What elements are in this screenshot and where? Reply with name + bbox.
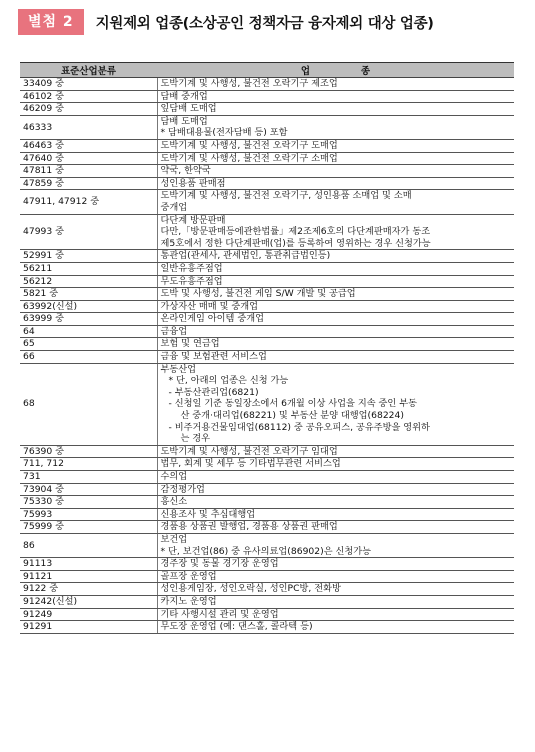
industry-description-line: 경품용 상품권 발행업, 경품용 상품권 판매업 [160, 521, 338, 533]
table-row [20, 363, 514, 445]
industry-description-line: 도박기계 및 사행성, 불건전 오락기구 임대업 [160, 445, 338, 457]
industry-name-cell [157, 558, 514, 571]
table-header-row [20, 63, 514, 78]
table-row [20, 338, 514, 351]
table-row [20, 325, 514, 338]
industry-name-cell [157, 152, 514, 165]
industry-name-cell [157, 250, 514, 263]
industry-description-line: 다단계 방문판매 [160, 214, 226, 226]
industry-code-cell: 75330 중 [20, 496, 157, 509]
industry-name-cell [157, 288, 514, 301]
industry-name-cell [157, 595, 514, 608]
table-row [20, 534, 514, 558]
industry-name-cell [157, 338, 514, 351]
industry-code-cell: 91242(신설) [20, 595, 157, 608]
industry-description-line: 온라인게임 아이템 중개업 [160, 313, 264, 325]
table-row [20, 103, 514, 116]
industry-code-cell: 56211 [20, 262, 157, 275]
column-header-code: 표준산업분류 [20, 63, 157, 78]
industry-code-cell: 75999 중 [20, 521, 157, 534]
table-row [20, 115, 514, 139]
table-row [20, 521, 514, 534]
industry-code-cell: 33409 중 [20, 78, 157, 91]
industry-description-line: 도박기계 및 사행성, 불건전 오락기구 도매업 [160, 139, 338, 151]
attachment-badge: 별첨 2 [18, 9, 84, 35]
industry-code-cell: 46102 중 [20, 90, 157, 103]
industry-name-cell [157, 458, 514, 471]
industry-code-cell: 9122 중 [20, 583, 157, 596]
industry-name-cell [157, 165, 514, 178]
industry-code-cell: 47640 중 [20, 152, 157, 165]
industry-code-cell: 91249 [20, 608, 157, 621]
table-row [20, 471, 514, 484]
industry-description-line: 도박기계 및 사행성, 불건전 오락기구, 성인용품 소매업 및 소매 [160, 190, 412, 202]
industry-description-line: 는 경우 [180, 433, 211, 445]
industry-name-cell [157, 78, 514, 91]
table-row [20, 508, 514, 521]
table-row [20, 621, 514, 634]
industry-name-cell [157, 445, 514, 458]
industry-name-cell [157, 103, 514, 116]
industry-code-cell: 46333 [20, 115, 157, 139]
table-row [20, 250, 514, 263]
industry-description-line: 법무, 회계 및 세무 등 기타법무관련 서비스업 [160, 458, 341, 470]
industry-code-cell: 86 [20, 534, 157, 558]
industry-name-cell [157, 621, 514, 634]
industry-code-cell: 64 [20, 325, 157, 338]
industry-code-cell: 91291 [20, 621, 157, 634]
document-title: 지원제외 업종(소상공인 정책자금 융자제외 대상 업종) [95, 15, 434, 32]
industry-code-cell: 91121 [20, 570, 157, 583]
table-row [20, 139, 514, 152]
industry-description-line: * 단, 보건업(86) 중 유사의료업(86902)은 신청가능 [160, 545, 371, 557]
industry-description-line: 보건업 [160, 534, 188, 546]
industry-description-line: 카지노 운영업 [160, 595, 217, 607]
industry-name-cell [157, 214, 514, 250]
industry-code-cell: 68 [20, 363, 157, 445]
industry-description-line: 제5호에서 정한 다단계판매(업)를 등록하여 영위하는 경우 신청가능 [160, 237, 431, 249]
industry-name-cell [157, 139, 514, 152]
industry-code-cell: 66 [20, 351, 157, 364]
industry-code-cell: 75993 [20, 508, 157, 521]
table-row [20, 483, 514, 496]
industry-description-line: 다만,「방문판매등에관한법률」제2조제6호의 다단계판매자가 동조 [160, 226, 431, 238]
table-row [20, 570, 514, 583]
industry-description-line: 일반유흥주점업 [160, 262, 223, 274]
industry-description-line: 성인용품 판매점 [160, 177, 226, 189]
table-row [20, 313, 514, 326]
industry-code-cell: 47911, 47912 중 [20, 190, 157, 214]
industry-description-line: * 단, 아래의 업종은 신청 가능 [168, 375, 289, 387]
industry-code-cell: 63992(신설) [20, 300, 157, 313]
industry-name-cell [157, 363, 514, 445]
industry-name-cell [157, 483, 514, 496]
excluded-industries-table [20, 62, 514, 634]
table-row [20, 583, 514, 596]
industry-description-line: 성인용게임장, 성인오락실, 성인PC방, 전화방 [160, 583, 341, 595]
table-row [20, 165, 514, 178]
column-header-industry-a: 업 [300, 66, 311, 77]
industry-description-line: 기타 사행시설 관리 및 운영업 [160, 608, 279, 620]
industry-description-line: 도박기계 및 사행성, 불건전 오락기구 제조업 [160, 78, 338, 89]
table-row [20, 351, 514, 364]
industry-description-line: 신용조사 및 추심대행업 [160, 508, 256, 520]
table-row [20, 445, 514, 458]
industry-description-line: * 담배대용물(전자담배 등) 포함 [160, 127, 288, 139]
industry-code-cell: 731 [20, 471, 157, 484]
industry-description-line: - 부동산관리업(6821) [168, 386, 259, 398]
industry-description-line: 금융업 [160, 325, 188, 337]
industry-name-cell [157, 90, 514, 103]
industry-name-cell [157, 608, 514, 621]
table-row [20, 177, 514, 190]
table-row [20, 288, 514, 301]
industry-description-line: - 신청일 기준 동일장소에서 6개월 이상 사업을 지속 중인 부동 [168, 398, 417, 410]
industry-code-cell: 46209 중 [20, 103, 157, 116]
industry-name-cell [157, 351, 514, 364]
industry-code-cell: 47811 중 [20, 165, 157, 178]
header [18, 8, 434, 36]
industry-name-cell [157, 275, 514, 288]
industry-description-line: 부동산업 [160, 363, 197, 375]
industry-name-cell [157, 521, 514, 534]
industry-name-cell [157, 570, 514, 583]
table-row [20, 90, 514, 103]
industry-code-cell: 46463 중 [20, 139, 157, 152]
table-row [20, 496, 514, 509]
industry-name-cell [157, 534, 514, 558]
table-row [20, 214, 514, 250]
table-body [20, 78, 514, 634]
industry-code-cell: 76390 중 [20, 445, 157, 458]
table-row [20, 152, 514, 165]
table-row [20, 458, 514, 471]
table-row [20, 275, 514, 288]
column-header-industry [157, 63, 514, 78]
industry-description-line: 수의업 [160, 471, 188, 483]
industry-name-cell [157, 583, 514, 596]
industry-code-cell: 63999 중 [20, 313, 157, 326]
table-row [20, 300, 514, 313]
industry-code-cell: 47993 중 [20, 214, 157, 250]
industry-description-line: 흥신소 [160, 496, 188, 508]
table-row [20, 262, 514, 275]
industry-code-cell: 65 [20, 338, 157, 351]
industry-name-cell [157, 300, 514, 313]
column-header-industry-b: 종 [360, 66, 371, 77]
industry-description-line: 골프장 운영업 [160, 570, 217, 582]
industry-code-cell: 91113 [20, 558, 157, 571]
industry-description-line: 도박 및 사행성, 불건전 게임 S/W 개발 및 공급업 [160, 288, 356, 300]
industry-name-cell [157, 190, 514, 214]
industry-description-line: 보험 및 연금업 [160, 338, 220, 350]
industry-description-line: 경주장 및 동물 경기장 운영업 [160, 558, 279, 570]
industry-name-cell [157, 313, 514, 326]
table-row [20, 190, 514, 214]
industry-name-cell [157, 115, 514, 139]
table-row [20, 595, 514, 608]
industry-description-line: 감정평가업 [160, 483, 205, 495]
industry-description-line: 무도장 운영업 (예: 댄스홀, 콜라텍 등) [160, 621, 313, 633]
industry-description-line: 가상자산 매매 및 중개업 [160, 300, 259, 312]
industry-description-line: 중개업 [160, 201, 188, 213]
industry-description-line: 통관업(관세사, 관세법인, 통관취급법인등) [160, 250, 331, 262]
industry-name-cell [157, 471, 514, 484]
industry-name-cell [157, 262, 514, 275]
industry-description-line: 무도유흥주점업 [160, 275, 223, 287]
table-row [20, 558, 514, 571]
industry-description-line: 도박기계 및 사행성, 불건전 오락기구 소매업 [160, 152, 338, 164]
industry-name-cell [157, 177, 514, 190]
industry-description-line: 금융 및 보험관련 서비스업 [160, 351, 267, 363]
industry-name-cell [157, 496, 514, 509]
industry-code-cell: 47859 중 [20, 177, 157, 190]
industry-code-cell: 52991 중 [20, 250, 157, 263]
industry-description-line: 담배 중개업 [160, 90, 208, 102]
industry-description-line: 담배 도매업 [160, 115, 208, 127]
industry-code-cell: 711, 712 [20, 458, 157, 471]
industry-description-line: - 비주거용건물임대업(68112) 중 공유오피스, 공유주방을 영위하 [168, 421, 430, 433]
industry-description-line: 산 중개·대리업(68221) 및 부동산 분양 대행업(68224) [180, 410, 404, 422]
table-row [20, 78, 514, 91]
table-row [20, 608, 514, 621]
industry-code-cell: 73904 중 [20, 483, 157, 496]
industry-code-cell: 5821 중 [20, 288, 157, 301]
industry-description-line: 약국, 한약국 [160, 165, 211, 177]
industry-description-line: 잎담배 도매업 [160, 103, 217, 115]
industry-name-cell [157, 508, 514, 521]
industry-code-cell: 56212 [20, 275, 157, 288]
industry-name-cell [157, 325, 514, 338]
